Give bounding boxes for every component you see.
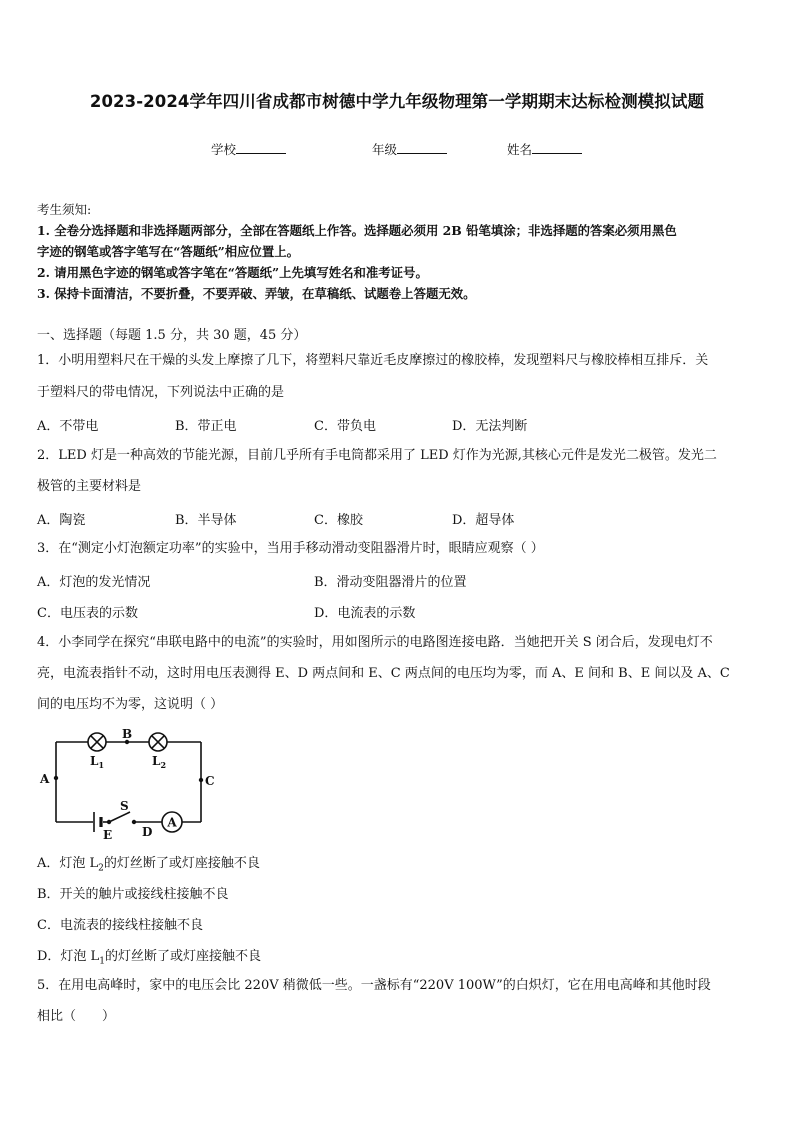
q2-line-1: 2．LED 灯是一种高效的节能光源，目前几乎所有手电筒都采用了 LED 灯作为光源,其核心元件是发光二极管。发光二	[37, 448, 717, 463]
node-e	[107, 820, 111, 824]
q2-option-d[interactable]: D．超导体	[452, 513, 515, 528]
q1-line-2: 于塑料尺的带电情况，下列说法中正确的是	[37, 385, 285, 400]
q5-line-2: 相比（ ）	[37, 1009, 116, 1024]
ammeter-label: A	[167, 815, 177, 830]
q4-line-2: 亮，电流表指针不动，这时用电压表测得 E、D 两点间和 E、C 两点间的电压均为零，而 A、E 间和 B、E 间以及 A、C	[37, 666, 730, 681]
grade-field[interactable]	[372, 140, 447, 158]
q3-option-a[interactable]: A．灯泡的发光情况	[37, 575, 151, 590]
notice-heading: 考生须知:	[37, 202, 92, 217]
q4-option-c[interactable]: C．电流表的接线柱接触不良	[37, 918, 203, 933]
q2-option-b[interactable]: B．半导体	[175, 513, 237, 528]
q4-line-1: 4．小李同学在探究“串联电路中的电流”的实验时，用如图所示的电路图连接电路．当她把开关 S 闭合后，发现电灯不	[37, 635, 713, 650]
q2-option-c[interactable]: C．橡胶	[314, 513, 363, 528]
notice-item-1-line-2: 字迹的钢笔或答字笔写在“答题纸”相应位置上。	[37, 244, 300, 259]
q1-option-b[interactable]: B．带正电	[175, 419, 237, 434]
name-label: 姓名	[507, 142, 533, 157]
grade-blank[interactable]	[397, 140, 447, 154]
notice-item-3: 3. 保持卡面清洁，不要折叠，不要弄破、弄皱，在草稿纸、试题卷上答题无效。	[37, 286, 476, 301]
q2-line-2: 极管的主要材料是	[37, 479, 142, 494]
lamp-l1-icon	[88, 733, 106, 751]
label-a: A	[40, 772, 50, 786]
label-s: S	[120, 799, 129, 813]
q2-option-a[interactable]: A．陶瓷	[37, 513, 86, 528]
label-c: C	[205, 774, 215, 788]
school-blank[interactable]	[236, 140, 286, 154]
q1-option-a[interactable]: A．不带电	[37, 419, 99, 434]
q1-line-1: 1．小明用塑料尺在干燥的头发上摩擦了几下，将塑料尺靠近毛皮摩擦过的橡胶棒，发现塑料尺与橡胶棒相互排斥．关	[37, 353, 709, 368]
node-c	[199, 778, 203, 782]
notice-item-1-line-1: 1. 全卷分选择题和非选择题两部分，全部在答题纸上作答。选择题必须用 2B 铅笔填涂；非选择题的答案必须用黑色	[37, 223, 677, 238]
grade-label: 年级	[372, 142, 398, 157]
label-d: D	[142, 825, 153, 839]
section-heading: 一、选择题（每题 1.5 分，共 30 题，45 分）	[37, 328, 307, 343]
student-info-row	[0, 140, 794, 160]
ammeter-icon	[162, 812, 182, 832]
label-l2: $L_2$	[152, 754, 167, 770]
name-field[interactable]	[507, 140, 582, 158]
q4-option-b[interactable]: B．开关的触片或接线柱接触不良	[37, 887, 229, 902]
school-label: 学校	[211, 142, 237, 157]
lamp-l2-icon	[149, 733, 167, 751]
label-e: E	[103, 828, 113, 842]
label-l1: $L_1$	[90, 754, 105, 770]
q3-line-1: 3．在“测定小灯泡额定功率”的实验中，当用手移动滑动变阻器滑片时，眼睛应观察（ ）	[37, 541, 544, 556]
q1-option-d[interactable]: D．无法判断	[452, 419, 528, 434]
q4-option-d[interactable]: D．灯泡 $L_1$的灯丝断了或灯座接触不良	[37, 949, 261, 967]
notice-item-2: 2. 请用黑色字迹的钢笔或答字笔在“答题纸”上先填写姓名和准考证号。	[37, 265, 428, 280]
q3-option-d[interactable]: D．电流表的示数	[314, 606, 416, 621]
name-blank[interactable]	[532, 140, 582, 154]
circuit-diagram	[36, 726, 226, 844]
q1-option-c[interactable]: C．带负电	[314, 419, 376, 434]
label-b: B	[122, 727, 133, 741]
node-d	[132, 820, 136, 824]
battery-icon	[94, 812, 101, 832]
q4-option-a[interactable]: A．灯泡 $L_2$的灯丝断了或灯座接触不良	[37, 856, 260, 874]
q5-line-1: 5．在用电高峰时，家中的电压会比 220V 稍微低一些。一盏标有“220V 100W”的白炽灯，它在用电高峰和其他时段	[37, 978, 711, 993]
page-title: 2023-2024学年四川省成都市树德中学九年级物理第一学期期末达标检测模拟试题	[89, 92, 705, 111]
school-field[interactable]	[211, 140, 286, 158]
q4-line-3: 间的电压均不为零，这说明（ ）	[37, 697, 224, 712]
q3-option-c[interactable]: C．电压表的示数	[37, 606, 138, 621]
node-a	[54, 776, 58, 780]
q3-option-b[interactable]: B．滑动变阻器滑片的位置	[314, 575, 467, 590]
